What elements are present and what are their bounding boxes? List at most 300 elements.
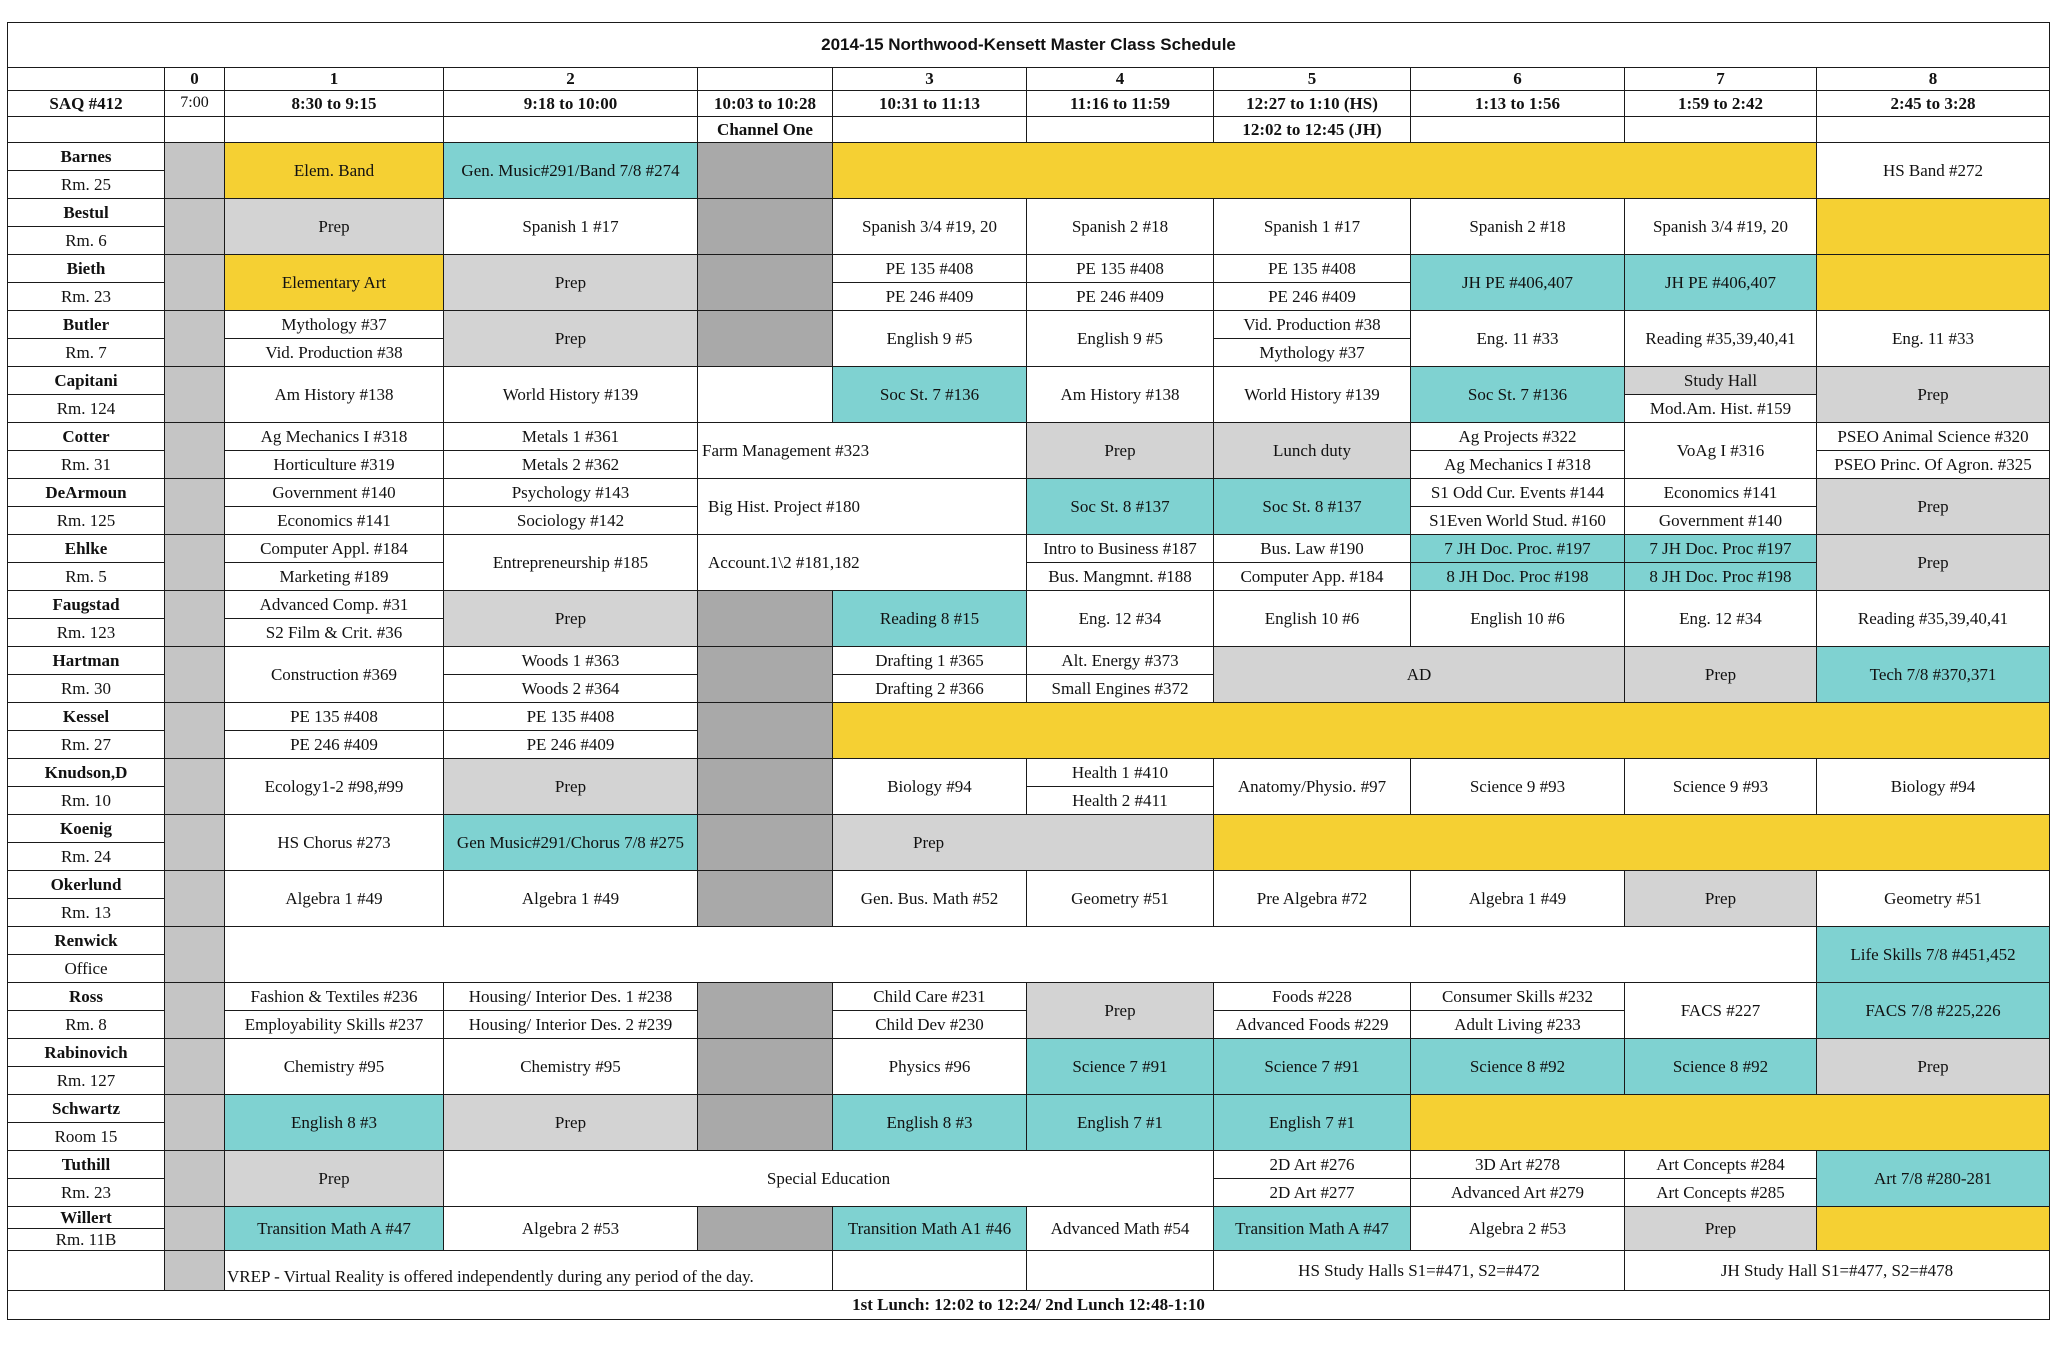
teacher-room: Rm. 13: [8, 899, 165, 927]
unassigned-block: [833, 143, 1817, 199]
class-cell: PE 135 #408: [225, 703, 444, 731]
saq-label: SAQ #412: [8, 91, 165, 117]
time-channel: 10:03 to 10:28: [698, 91, 833, 117]
time-5: 12:27 to 1:10 (HS): [1214, 91, 1411, 117]
class-cell: Housing/ Interior Des. 1 #238: [444, 983, 698, 1011]
class-cell: Prep: [225, 1151, 444, 1207]
channel-one-cell: [698, 759, 833, 815]
channel-one-cell: [698, 199, 833, 255]
blank-cell: [165, 117, 225, 143]
class-cell: Prep: [1027, 423, 1214, 479]
blank-cell: [8, 1251, 165, 1291]
class-cell: Elem. Band: [225, 143, 444, 199]
time-8: 2:45 to 3:28: [1817, 91, 2050, 117]
teacher-room: Rm. 27: [8, 731, 165, 759]
row-cotter: [8, 423, 2050, 451]
class-cell: Advanced Math #54: [1027, 1207, 1214, 1251]
class-cell: 7 JH Doc. Proc. #197: [1411, 535, 1625, 563]
teacher-name: Capitani: [8, 367, 165, 395]
class-cell: Science 7 #91: [1214, 1039, 1411, 1095]
teacher-name: Cotter: [8, 423, 165, 451]
class-cell: S2 Film & Crit. #36: [225, 619, 444, 647]
teacher-name: Tuthill: [8, 1151, 165, 1179]
time-4: 11:16 to 11:59: [1027, 91, 1214, 117]
teacher-name: Hartman: [8, 647, 165, 675]
period-4-header: 4: [1027, 68, 1214, 91]
time-7: 1:59 to 2:42: [1625, 91, 1817, 117]
class-cell: Algebra 2 #53: [444, 1207, 698, 1251]
class-cell: World History #139: [444, 367, 698, 423]
class-cell: English 8 #3: [225, 1095, 444, 1151]
class-cell: Spanish 3/4 #19, 20: [1625, 199, 1817, 255]
class-cell: Adult Living #233: [1411, 1011, 1625, 1039]
class-cell: Gen. Music#291/Band 7/8 #274: [444, 143, 698, 199]
period-0-cell: [165, 815, 225, 871]
channel-one-cell: [698, 1207, 833, 1251]
class-cell: Psychology #143: [444, 479, 698, 507]
class-cell: Computer App. #184: [1214, 563, 1411, 591]
class-cell: Prep: [444, 591, 698, 647]
class-cell: Biology #94: [833, 759, 1027, 815]
teacher-room: Rm. 25: [8, 171, 165, 199]
channel-one-cell: [698, 367, 833, 423]
class-cell: Economics #141: [1625, 479, 1817, 507]
class-cell: Drafting 2 #366: [833, 675, 1027, 703]
class-cell: Child Dev #230: [833, 1011, 1027, 1039]
period-0-cell: [165, 143, 225, 199]
class-cell: Mythology #37: [1214, 339, 1411, 367]
channel-one-cell: [698, 983, 833, 1039]
class-cell: FACS 7/8 #225,226: [1817, 983, 2050, 1039]
class-cell: Prep: [444, 311, 698, 367]
class-cell: PSEO Animal Science #320: [1817, 423, 2050, 451]
class-cell: Mythology #37: [225, 311, 444, 339]
class-cell: AD: [1214, 647, 1625, 703]
class-cell: Sociology #142: [444, 507, 698, 535]
channel-one-label: Channel One: [698, 117, 833, 143]
period-5-header: 5: [1214, 68, 1411, 91]
row-renwick: [8, 927, 2050, 955]
class-cell: PE 135 #408: [833, 255, 1027, 283]
row-okerlund: [8, 871, 2050, 899]
teacher-name: Okerlund: [8, 871, 165, 899]
teacher-room: Rm. 127: [8, 1067, 165, 1095]
time-6: 1:13 to 1:56: [1411, 91, 1625, 117]
teacher-room: Rm. 123: [8, 619, 165, 647]
class-cell: Foods #228: [1214, 983, 1411, 1011]
class-cell: Algebra 1 #49: [1411, 871, 1625, 927]
class-cell: Eng. 12 #34: [1027, 591, 1214, 647]
class-cell: Prep: [444, 1095, 698, 1151]
class-cell: Algebra 1 #49: [444, 871, 698, 927]
class-cell: Prep: [1625, 871, 1817, 927]
unassigned-block: [1817, 1207, 2050, 1251]
row-dearmoun: [8, 479, 2050, 507]
teacher-room: Rm. 11B: [8, 1229, 165, 1251]
teacher-room: Rm. 10: [8, 787, 165, 815]
row-kessel: [8, 703, 2050, 731]
teacher-name: Knudson,D: [8, 759, 165, 787]
class-cell: Elementary Art: [225, 255, 444, 311]
class-cell: Pre Algebra #72: [1214, 871, 1411, 927]
row-butler: [8, 311, 2050, 339]
class-cell: Alt. Energy #373: [1027, 647, 1214, 675]
unassigned-block: [833, 703, 2050, 759]
class-cell: Algebra 1 #49: [225, 871, 444, 927]
class-cell: Reading #35,39,40,41: [1625, 311, 1817, 367]
class-cell: Spanish 2 #18: [1411, 199, 1625, 255]
class-cell: PSEO Princ. Of Agron. #325: [1817, 451, 2050, 479]
channel-one-cell: [698, 703, 833, 759]
teacher-name: Bestul: [8, 199, 165, 227]
teacher-room: Rm. 7: [8, 339, 165, 367]
row-hartman: [8, 647, 2050, 675]
class-cell: Reading 8 #15: [833, 591, 1027, 647]
class-cell: Construction #369: [225, 647, 444, 703]
class-cell: English 7 #1: [1027, 1095, 1214, 1151]
class-cell: Spanish 2 #18: [1027, 199, 1214, 255]
class-cell: Spanish 1 #17: [1214, 199, 1411, 255]
period-0-cell: [165, 367, 225, 423]
class-cell: English 7 #1: [1214, 1095, 1411, 1151]
teacher-name: Kessel: [8, 703, 165, 731]
class-cell: Chemistry #95: [225, 1039, 444, 1095]
teacher-name: Faugstad: [8, 591, 165, 619]
class-cell: World History #139: [1214, 367, 1411, 423]
class-cell: Horticulture #319: [225, 451, 444, 479]
class-cell: Science 9 #93: [1411, 759, 1625, 815]
class-cell: PE 246 #409: [225, 731, 444, 759]
class-cell: Marketing #189: [225, 563, 444, 591]
class-cell: Farm Management #323: [698, 423, 1027, 479]
page-title: 2014-15 Northwood-Kensett Master Class Schedule: [8, 23, 2050, 68]
unassigned-block: [1411, 1095, 2050, 1151]
period-3-header: 3: [833, 68, 1027, 91]
class-cell: Spanish 3/4 #19, 20: [833, 199, 1027, 255]
class-cell: Advanced Art #279: [1411, 1179, 1625, 1207]
period-0-cell: [165, 759, 225, 815]
class-cell: Prep: [833, 815, 1214, 871]
class-cell: Tech 7/8 #370,371: [1817, 647, 2050, 703]
class-cell: Prep: [225, 199, 444, 255]
teacher-room: Rm. 24: [8, 843, 165, 871]
channel-one-cell: [698, 143, 833, 199]
teacher-name: Butler: [8, 311, 165, 339]
class-cell: Biology #94: [1817, 759, 2050, 815]
period-0-cell: [165, 311, 225, 367]
class-cell: Prep: [444, 255, 698, 311]
blank-cell: [8, 117, 165, 143]
class-cell: 2D Art #276: [1214, 1151, 1411, 1179]
class-cell: Soc St. 8 #137: [1027, 479, 1214, 535]
period-0-cell: [165, 1251, 225, 1291]
class-cell: Soc St. 7 #136: [833, 367, 1027, 423]
class-cell: PE 246 #409: [833, 283, 1027, 311]
class-cell: JH PE #406,407: [1625, 255, 1817, 311]
row-bestul: [8, 199, 2050, 227]
channel-one-cell: [698, 815, 833, 871]
class-cell: S1 Odd Cur. Events #144: [1411, 479, 1625, 507]
class-cell: Economics #141: [225, 507, 444, 535]
class-cell: Prep: [1817, 367, 2050, 423]
class-cell: Art Concepts #285: [1625, 1179, 1817, 1207]
teacher-room: Rm. 5: [8, 563, 165, 591]
row-ehlke: [8, 535, 2050, 563]
class-cell: Spanish 1 #17: [444, 199, 698, 255]
class-cell: Vid. Production #38: [1214, 311, 1411, 339]
period-0-cell: [165, 1039, 225, 1095]
class-cell: 3D Art #278: [1411, 1151, 1625, 1179]
class-cell: HS Band #272: [1817, 143, 2050, 199]
period-0-cell: [165, 423, 225, 479]
teacher-name: Bieth: [8, 255, 165, 283]
schedule-wrapper: [7, 22, 2049, 1320]
period-0-cell: [165, 591, 225, 647]
class-cell: Am History #138: [225, 367, 444, 423]
class-cell: Child Care #231: [833, 983, 1027, 1011]
teacher-name: Willert: [8, 1207, 165, 1229]
class-cell: Government #140: [225, 479, 444, 507]
class-cell: Prep: [1817, 535, 2050, 591]
class-cell: Metals 2 #362: [444, 451, 698, 479]
row-schwartz: [8, 1095, 2050, 1123]
class-cell: Prep: [1625, 1207, 1817, 1251]
class-cell: Eng. 11 #33: [1411, 311, 1625, 367]
hs-study-halls: HS Study Halls S1=#471, S2=#472: [1214, 1251, 1625, 1291]
teacher-room: Rm. 23: [8, 283, 165, 311]
class-cell: Prep: [1817, 1039, 2050, 1095]
class-cell: Advanced Comp. #31: [225, 591, 444, 619]
class-cell: Study Hall: [1625, 367, 1817, 395]
row-rabinovich: [8, 1039, 2050, 1067]
class-cell: Employability Skills #237: [225, 1011, 444, 1039]
class-cell: Lunch duty: [1214, 423, 1411, 479]
class-cell: Soc St. 7 #136: [1411, 367, 1625, 423]
row-capitani: [8, 367, 2050, 395]
teacher-room: Rm. 23: [8, 1179, 165, 1207]
row-knudson: [8, 759, 2050, 787]
row-faugstad: [8, 591, 2050, 619]
class-cell: Science 8 #92: [1625, 1039, 1817, 1095]
period-channel-header: [698, 68, 833, 91]
class-cell: Ag Mechanics I #318: [1411, 451, 1625, 479]
period-0-cell: [165, 1095, 225, 1151]
class-cell: Prep: [1817, 479, 2050, 535]
channel-one-cell: [698, 311, 833, 367]
row-barnes: [8, 143, 2050, 171]
period-0-cell: [165, 703, 225, 759]
class-cell: English 9 #5: [1027, 311, 1214, 367]
class-cell: 8 JH Doc. Proc #198: [1625, 563, 1817, 591]
class-cell: Woods 2 #364: [444, 675, 698, 703]
class-cell: Vid. Production #38: [225, 339, 444, 367]
class-cell: Transition Math A #47: [225, 1207, 444, 1251]
unassigned-block: [1817, 199, 2050, 255]
blank-cell: [1625, 117, 1817, 143]
class-cell: English 10 #6: [1214, 591, 1411, 647]
class-cell: Woods 1 #363: [444, 647, 698, 675]
time-2: 9:18 to 10:00: [444, 91, 698, 117]
blank-cell: [833, 1251, 1027, 1291]
class-cell: Art Concepts #284: [1625, 1151, 1817, 1179]
class-cell: Account.1\2 #181,182: [698, 535, 1027, 591]
blank-cell: [1817, 117, 2050, 143]
class-cell: Metals 1 #361: [444, 423, 698, 451]
teacher-name: Ehlke: [8, 535, 165, 563]
blank-cell: [1411, 117, 1625, 143]
class-cell: Eng. 11 #33: [1817, 311, 2050, 367]
class-cell: Drafting 1 #365: [833, 647, 1027, 675]
class-cell: Geometry #51: [1027, 871, 1214, 927]
class-cell: Algebra 2 #53: [1411, 1207, 1625, 1251]
teacher-room: Rm. 6: [8, 227, 165, 255]
time-1: 8:30 to 9:15: [225, 91, 444, 117]
class-cell: Science 8 #92: [1411, 1039, 1625, 1095]
teacher-room: Rm. 30: [8, 675, 165, 703]
class-cell: Health 1 #410: [1027, 759, 1214, 787]
class-cell: 7 JH Doc. Proc #197: [1625, 535, 1817, 563]
class-cell: Am History #138: [1027, 367, 1214, 423]
class-cell: Fashion & Textiles #236: [225, 983, 444, 1011]
class-cell: Gen. Bus. Math #52: [833, 871, 1027, 927]
blank-cell: [225, 117, 444, 143]
channel-one-cell: [698, 1039, 833, 1095]
class-cell: Ag Projects #322: [1411, 423, 1625, 451]
class-cell: PE 246 #409: [444, 731, 698, 759]
teacher-name: Ross: [8, 983, 165, 1011]
class-cell: Intro to Business #187: [1027, 535, 1214, 563]
class-cell: S1Even World Stud. #160: [1411, 507, 1625, 535]
channel-one-cell: [698, 1095, 833, 1151]
class-cell: Bus. Mangmnt. #188: [1027, 563, 1214, 591]
class-cell: 2D Art #277: [1214, 1179, 1411, 1207]
class-cell: Mod.Am. Hist. #159: [1625, 395, 1817, 423]
class-cell: HS Chorus #273: [225, 815, 444, 871]
channel-one-cell: [698, 871, 833, 927]
channel-one-cell: [698, 255, 833, 311]
class-cell: Bus. Law #190: [1214, 535, 1411, 563]
class-cell: English 10 #6: [1411, 591, 1625, 647]
period-7-header: 7: [1625, 68, 1817, 91]
period-0-cell: [165, 927, 225, 983]
period-8-header: 8: [1817, 68, 2050, 91]
class-cell: Science 9 #93: [1625, 759, 1817, 815]
teacher-name: Rabinovich: [8, 1039, 165, 1067]
class-cell: Anatomy/Physio. #97: [1214, 759, 1411, 815]
header-blank: [8, 68, 165, 91]
period-0-header: 0: [165, 68, 225, 91]
teacher-room: Rm. 31: [8, 451, 165, 479]
row-bieth: [8, 255, 2050, 283]
open-block: [225, 927, 1817, 983]
class-cell: Geometry #51: [1817, 871, 2050, 927]
teacher-room: Rm. 8: [8, 1011, 165, 1039]
lunch-times: 1st Lunch: 12:02 to 12:24/ 2nd Lunch 12:48-1:10: [8, 1291, 2050, 1320]
class-cell: Government #140: [1625, 507, 1817, 535]
class-cell: Big Hist. Project #180: [698, 479, 1027, 535]
period-0-cell: [165, 255, 225, 311]
period-0-cell: [165, 1151, 225, 1207]
class-cell: Small Engines #372: [1027, 675, 1214, 703]
teacher-room: Room 15: [8, 1123, 165, 1151]
channel-one-cell: [698, 647, 833, 703]
channel-one-cell: [698, 591, 833, 647]
period-0-cell: [165, 1207, 225, 1251]
period-0-cell: [165, 871, 225, 927]
blank-cell: [1027, 1251, 1214, 1291]
class-cell: Prep: [1625, 647, 1817, 703]
class-cell: Housing/ Interior Des. 2 #239: [444, 1011, 698, 1039]
class-cell: PE 246 #409: [1214, 283, 1411, 311]
class-cell: Science 7 #91: [1027, 1039, 1214, 1095]
class-cell: JH PE #406,407: [1411, 255, 1625, 311]
class-cell: Soc St. 8 #137: [1214, 479, 1411, 535]
class-cell: Art 7/8 #280-281: [1817, 1151, 2050, 1207]
class-cell: Chemistry #95: [444, 1039, 698, 1095]
unassigned-block: [1817, 255, 2050, 311]
period-2-header: 2: [444, 68, 698, 91]
blank-cell: [1027, 117, 1214, 143]
class-cell: Advanced Foods #229: [1214, 1011, 1411, 1039]
class-cell: Physics #96: [833, 1039, 1027, 1095]
period-0-cell: [165, 479, 225, 535]
blank-cell: [833, 117, 1027, 143]
teacher-room: Rm. 125: [8, 507, 165, 535]
class-cell: Gen Music#291/Chorus 7/8 #275: [444, 815, 698, 871]
teacher-name: DeArmoun: [8, 479, 165, 507]
jh-study-hall: JH Study Hall S1=#477, S2=#478: [1625, 1251, 2050, 1291]
class-cell: Health 2 #411: [1027, 787, 1214, 815]
class-cell: Prep: [1027, 983, 1214, 1039]
class-cell: 8 JH Doc. Proc #198: [1411, 563, 1625, 591]
class-cell: PE 246 #409: [1027, 283, 1214, 311]
class-cell: English 8 #3: [833, 1095, 1027, 1151]
period-0-cell: [165, 983, 225, 1039]
class-cell: Prep: [444, 759, 698, 815]
class-cell: Ag Mechanics I #318: [225, 423, 444, 451]
teacher-name: Koenig: [8, 815, 165, 843]
jh-time-label: 12:02 to 12:45 (JH): [1214, 117, 1411, 143]
class-cell: Transition Math A #47: [1214, 1207, 1411, 1251]
teacher-name: Schwartz: [8, 1095, 165, 1123]
row-ross: [8, 983, 2050, 1011]
period-0-cell: [165, 199, 225, 255]
teacher-room: Office: [8, 955, 165, 983]
time-0: 7:00: [165, 91, 225, 117]
class-cell: Computer Appl. #184: [225, 535, 444, 563]
class-cell: Ecology1-2 #98,#99: [225, 759, 444, 815]
class-cell: Reading #35,39,40,41: [1817, 591, 2050, 647]
period-6-header: 6: [1411, 68, 1625, 91]
class-cell: PE 135 #408: [1214, 255, 1411, 283]
class-cell: Life Skills 7/8 #451,452: [1817, 927, 2050, 983]
teacher-name: Barnes: [8, 143, 165, 171]
master-schedule-table: [7, 22, 2050, 1320]
teacher-room: Rm. 124: [8, 395, 165, 423]
row-willert: [8, 1207, 2050, 1229]
period-0-cell: [165, 535, 225, 591]
row-koenig: [8, 815, 2050, 843]
class-cell: English 9 #5: [833, 311, 1027, 367]
teacher-name: Renwick: [8, 927, 165, 955]
class-cell: Entrepreneurship #185: [444, 535, 698, 591]
row-tuthill: [8, 1151, 2050, 1179]
class-cell: Consumer Skills #232: [1411, 983, 1625, 1011]
class-cell: PE 135 #408: [444, 703, 698, 731]
class-cell: VoAg I #316: [1625, 423, 1817, 479]
period-1-header: 1: [225, 68, 444, 91]
vrep-note: VREP - Virtual Reality is offered independently during any period of the day.: [225, 1251, 833, 1291]
